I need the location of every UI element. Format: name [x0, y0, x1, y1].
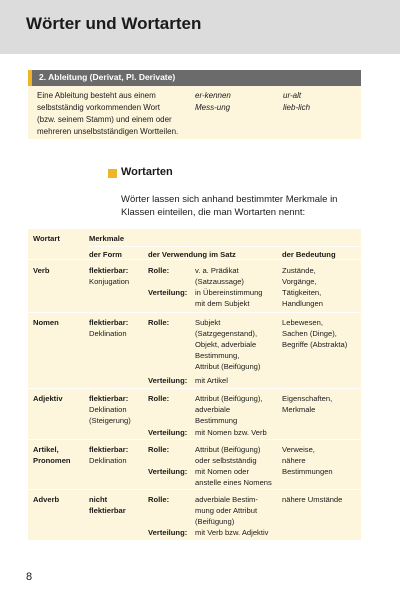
header-form: der Form: [89, 250, 122, 259]
row-artikel-rolle: [195, 444, 260, 466]
derivation-examples-col2: [283, 90, 310, 114]
form-line: Deklination: [89, 456, 127, 465]
rolle-line: adverbiale: [195, 405, 231, 414]
verteilung-line: in Übereinstimmung: [195, 288, 263, 297]
rolle-line: mung oder Attribut: [195, 506, 258, 515]
derivation-text: [37, 90, 207, 138]
rolle-line: adverbiale Bestim-: [195, 495, 258, 504]
row-adjektiv-bedeutung: [282, 393, 332, 415]
row-artikel-bedeutung: [282, 444, 333, 477]
form-line: Konjugation: [89, 277, 130, 286]
bedeutung-line: Tätigkeiten,: [282, 288, 322, 297]
header-divider: [28, 259, 361, 260]
row-adverb-verteilung: [195, 527, 268, 538]
rolle-line: Bestimmung: [195, 416, 238, 425]
bedeutung-line: Zustände,: [282, 266, 316, 275]
intro-line: Klassen einteilen, die man Wortarten nennt:: [121, 207, 306, 218]
row-verb-verteilung: [195, 287, 263, 309]
chapter-header: [0, 0, 400, 54]
form-line: flektierbar: [89, 506, 126, 515]
rolle-line: oder selbstständig: [195, 456, 257, 465]
bedeutung-line: Sachen (Dinge),: [282, 329, 337, 338]
derivation-text-line: Eine Ableitung besteht aus einem: [37, 91, 156, 100]
header-divider-sub: [89, 246, 361, 247]
bedeutung-line: Merkmale: [282, 405, 316, 414]
form-line: Deklination: [89, 405, 127, 414]
derivation-heading-bar: [28, 70, 361, 86]
bedeutung-line: nähere Umstände: [282, 495, 343, 504]
row-nomen-rolle-label: Rolle:: [148, 318, 170, 327]
verteilung-line: mit Nomen oder: [195, 467, 250, 476]
row-adjektiv-rolle-label: Rolle:: [148, 394, 170, 403]
row-divider: [28, 388, 361, 389]
verteilung-line: mit Verb bzw. Adjektiv: [195, 528, 269, 537]
rolle-line: v. a. Prädikat: [195, 266, 239, 275]
row-nomen-verteilung-label: Verteilung:: [148, 376, 188, 385]
row-adverb-rolle: [195, 494, 258, 527]
section-title: Wortarten: [121, 166, 173, 178]
rolle-line: (Satzgegenstand),: [195, 329, 258, 338]
rolle-line: Attribut (Beifügung): [195, 445, 261, 454]
row-adjektiv-verteilung: [195, 427, 267, 438]
row-adverb-verteilung-label: Verteilung:: [148, 528, 188, 537]
bedeutung-line: Begriffe (Abstrakta): [282, 340, 348, 349]
header-wortart: Wortart: [33, 234, 60, 243]
rolle-line: (Beifügung): [195, 517, 235, 526]
row-verb-rolle: [195, 265, 244, 287]
verteilung-line: anstelle eines Nomens: [195, 478, 272, 487]
rolle-line: Bestimmung,: [195, 351, 240, 360]
header-satz: der Verwendung im Satz: [148, 250, 236, 259]
form-line: Deklination: [89, 329, 127, 338]
row-verb-bedeutung: [282, 265, 323, 309]
page-number: 8: [26, 571, 33, 583]
row-nomen-verteilung: [195, 375, 228, 386]
verteilung-line: mit dem Subjekt: [195, 299, 250, 308]
derivation-example: ur-alt: [283, 91, 302, 100]
form-line: flektierbar:: [89, 318, 129, 327]
row-adjektiv-wortart: Adjektiv: [33, 394, 63, 403]
row-verb-verteilung-label: Verteilung:: [148, 288, 188, 297]
derivation-example: lieb-lich: [283, 103, 311, 112]
chapter-title: Wörter und Wortarten: [26, 14, 202, 33]
derivation-text-line: (bzw. seinem Stamm) und einem oder: [37, 115, 172, 124]
row-nomen-form: [89, 317, 128, 339]
bedeutung-line: Vorgänge,: [282, 277, 317, 286]
section-intro: [121, 193, 361, 219]
bedeutung-line: Lebewesen,: [282, 318, 323, 327]
row-adverb-bedeutung: [282, 494, 342, 505]
row-divider: [28, 439, 361, 440]
row-artikel-verteilung-label: Verteilung:: [148, 467, 188, 476]
section-marker-square: [108, 169, 117, 178]
row-artikel-rolle-label: Rolle:: [148, 445, 170, 454]
row-nomen-bedeutung: [282, 317, 347, 350]
row-verb-wortart: Verb: [33, 266, 50, 275]
derivation-heading: 2. Ableitung (Derivat, Pl. Derivate): [39, 72, 176, 82]
row-divider: [28, 489, 361, 490]
row-verb-form: [89, 265, 129, 287]
row-nomen-rolle: [195, 317, 260, 372]
verteilung-line: mit Artikel: [195, 376, 228, 385]
form-line: flektierbar:: [89, 266, 129, 275]
rolle-line: Subjekt: [195, 318, 221, 327]
row-verb-rolle-label: Rolle:: [148, 266, 170, 275]
derivation-example: er-kennen: [195, 91, 231, 100]
derivation-box: [28, 70, 361, 139]
wortart-line: Artikel,: [33, 445, 59, 454]
rolle-line: Attribut (Beifügung),: [195, 394, 263, 403]
bedeutung-line: Handlungen: [282, 299, 323, 308]
bedeutung-line: Bestimmungen: [282, 467, 333, 476]
rolle-line: Attribut (Beifügung): [195, 362, 261, 371]
row-adverb-form: [89, 494, 126, 516]
form-line: nicht: [89, 495, 108, 504]
row-adverb-rolle-label: Rolle:: [148, 495, 170, 504]
bedeutung-line: Eigenschaften,: [282, 394, 333, 403]
derivation-text-line: mehreren unselbstständigen Wortteilen.: [37, 127, 179, 136]
row-adjektiv-verteilung-label: Verteilung:: [148, 428, 188, 437]
form-line: flektierbar:: [89, 394, 129, 403]
row-artikel-wortart: [33, 444, 71, 466]
rolle-line: Objekt, adverbiale: [195, 340, 257, 349]
derivation-example: Mess-ung: [195, 103, 231, 112]
derivation-text-line: selbstständig vorkommenden Wort: [37, 103, 161, 112]
row-nomen-wortart: Nomen: [33, 318, 59, 327]
rolle-line: (Satzaussage): [195, 277, 244, 286]
row-artikel-form: [89, 444, 128, 466]
bedeutung-line: nähere: [282, 456, 306, 465]
form-line: flektierbar:: [89, 445, 129, 454]
header-bedeutung: der Bedeutung: [282, 250, 336, 259]
verteilung-line: mit Nomen bzw. Verb: [195, 428, 267, 437]
row-artikel-verteilung: [195, 466, 272, 488]
wortart-line: Pronomen: [33, 456, 71, 465]
intro-line: Wörter lassen sich anhand bestimmter Merkmale in: [121, 194, 338, 205]
row-divider: [28, 312, 361, 313]
bedeutung-line: Verweise,: [282, 445, 315, 454]
wortarten-table: [28, 229, 361, 540]
header-merkmale: Merkmale: [89, 234, 125, 243]
row-adjektiv-rolle: [195, 393, 263, 426]
form-line: (Steigerung): [89, 416, 131, 425]
row-adverb-wortart: Adverb: [33, 495, 60, 504]
derivation-examples-col1: [195, 90, 231, 114]
row-adjektiv-form: [89, 393, 131, 426]
